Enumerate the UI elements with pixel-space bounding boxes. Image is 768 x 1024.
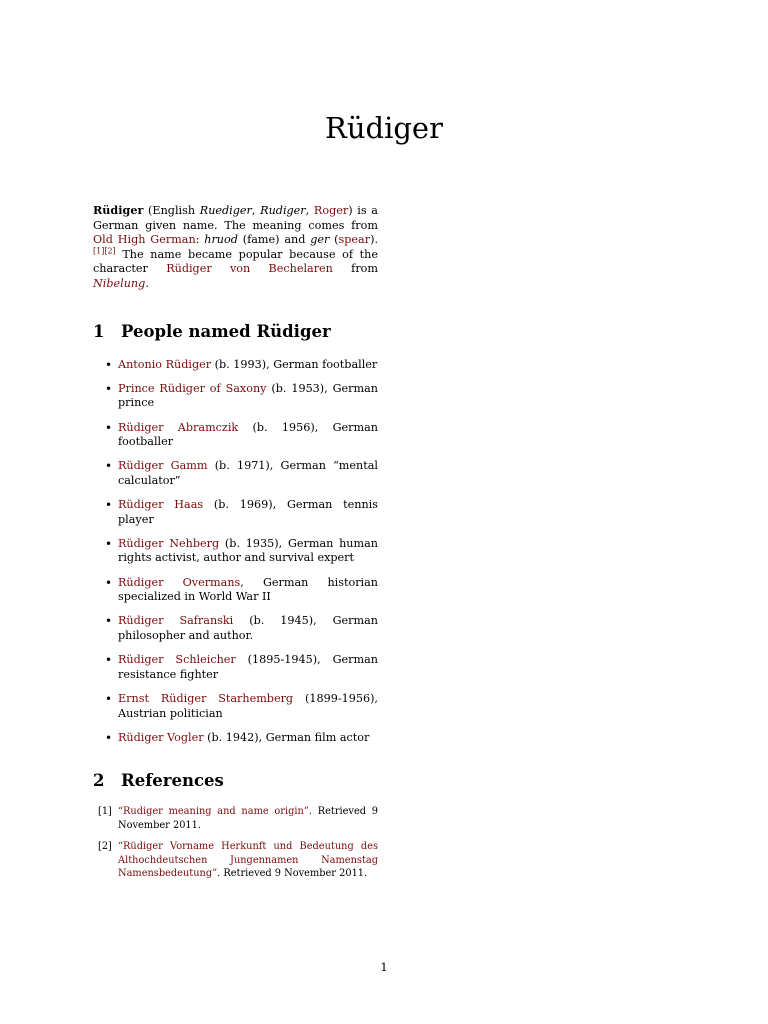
- reference-link[interactable]: “Rudiger meaning and name origin”: [118, 806, 309, 818]
- section-title: References: [121, 771, 224, 791]
- reference-text: . Retrieved 9 November 2011.: [118, 806, 379, 831]
- list-item: [93, 653, 378, 682]
- person-link[interactable]: Ernst Rüdiger Starhemberg: [118, 692, 294, 705]
- person-description: (b. 1942), German film actor: [203, 730, 370, 744]
- word-hruod: hruod: [204, 233, 238, 247]
- link-rudiger-von-bechelaren[interactable]: Rüdiger von Bechelaren: [166, 262, 333, 276]
- link-roger[interactable]: Roger: [313, 204, 349, 217]
- person-description: , German historian specialized in World War II: [118, 575, 378, 604]
- list-item: [93, 459, 378, 488]
- link-nibelung[interactable]: [93, 277, 145, 290]
- lead-text: ) is a German given name. The meaning comes from: [93, 204, 378, 232]
- section-heading-people: [93, 322, 378, 342]
- person-description: (1899-1956), Austrian politician: [118, 692, 378, 720]
- lead-text: ,: [305, 204, 314, 217]
- list-item: [93, 421, 378, 450]
- list-item: [93, 382, 378, 411]
- person-description: (1895-1945), German resistance fighter: [118, 653, 378, 681]
- person-link[interactable]: Prince Rüdiger of Saxony: [118, 381, 267, 395]
- list-item: [93, 498, 378, 527]
- section-heading-references: [93, 771, 378, 791]
- lead-text: .: [145, 276, 149, 290]
- article-column: [93, 203, 378, 888]
- list-item: [93, 358, 378, 373]
- section-title: People named Rüdiger: [121, 321, 331, 341]
- person-link[interactable]: Rüdiger Haas: [118, 498, 204, 512]
- person-description: (b. 1935), German human rights activist, author and survival expert: [118, 536, 378, 565]
- page-title: Rüdiger: [325, 111, 443, 145]
- lead-text: The name became popular because of the character: [93, 247, 378, 276]
- person-description: (b. 1971), German “mental calculator”: [118, 459, 378, 487]
- person-link[interactable]: Rüdiger Vogler: [118, 730, 204, 744]
- reference-link[interactable]: “Rüdiger Vorname Herkunft und Bedeutung des Althochdeutschen Jungennamen Namenstag Namensbedeutung”: [118, 841, 378, 879]
- list-item: [93, 731, 378, 746]
- list-item: [93, 576, 378, 605]
- lead-text: ).: [370, 233, 378, 247]
- page-number: 1: [380, 960, 388, 974]
- lead-text: ,: [251, 204, 261, 217]
- lead-term: Rüdiger: [93, 203, 144, 217]
- person-link[interactable]: Rüdiger Nehberg: [118, 536, 220, 550]
- person-description: (b. 1969), German tennis player: [118, 498, 378, 526]
- section-number: 2: [93, 771, 105, 791]
- reference-text: . Retrieved 9 November 2011.: [217, 868, 368, 879]
- person-description: (b. 1945), German philosopher and author.: [118, 614, 378, 643]
- lead-text: (fame) and: [237, 233, 311, 247]
- variant-ruediger: Ruediger: [199, 204, 252, 217]
- reference-marker: [1]: [98, 806, 112, 818]
- list-item: [93, 614, 378, 643]
- lead-text: (: [329, 233, 339, 247]
- person-link[interactable]: Rüdiger Safranski: [118, 614, 234, 628]
- citation-1-2[interactable]: [1][2]: [93, 246, 116, 256]
- section-number: 1: [93, 321, 105, 341]
- word-ger: ger: [310, 233, 330, 247]
- list-item: [93, 537, 378, 566]
- person-description: (b. 1993), German footballer: [211, 357, 378, 371]
- person-link[interactable]: Antonio Rüdiger: [118, 357, 212, 371]
- reference-item: [93, 805, 378, 832]
- lead-paragraph: [93, 203, 378, 292]
- variant-rudiger: Rudiger: [260, 204, 306, 217]
- list-item: [93, 692, 378, 721]
- person-link[interactable]: Rüdiger Overmans: [118, 575, 241, 589]
- person-link[interactable]: Rüdiger Schleicher: [118, 653, 236, 667]
- person-link[interactable]: Rüdiger Abramczik: [118, 420, 239, 434]
- references-list: [93, 805, 378, 880]
- lead-text: (English: [143, 204, 200, 217]
- person-description: (b. 1953), German prince: [118, 381, 378, 410]
- link-spear[interactable]: spear: [338, 233, 371, 247]
- people-list: [93, 358, 378, 746]
- lead-text: :: [195, 233, 205, 247]
- reference-marker: [2]: [98, 841, 112, 853]
- link-old-high-german[interactable]: Old High German: [93, 233, 196, 247]
- person-description: (b. 1956), German footballer: [118, 420, 378, 449]
- person-link[interactable]: Rüdiger Gamm: [118, 459, 208, 473]
- reference-item: [93, 840, 378, 880]
- link-nibelung-label: Nibelung: [93, 276, 146, 290]
- lead-text: from: [332, 262, 379, 276]
